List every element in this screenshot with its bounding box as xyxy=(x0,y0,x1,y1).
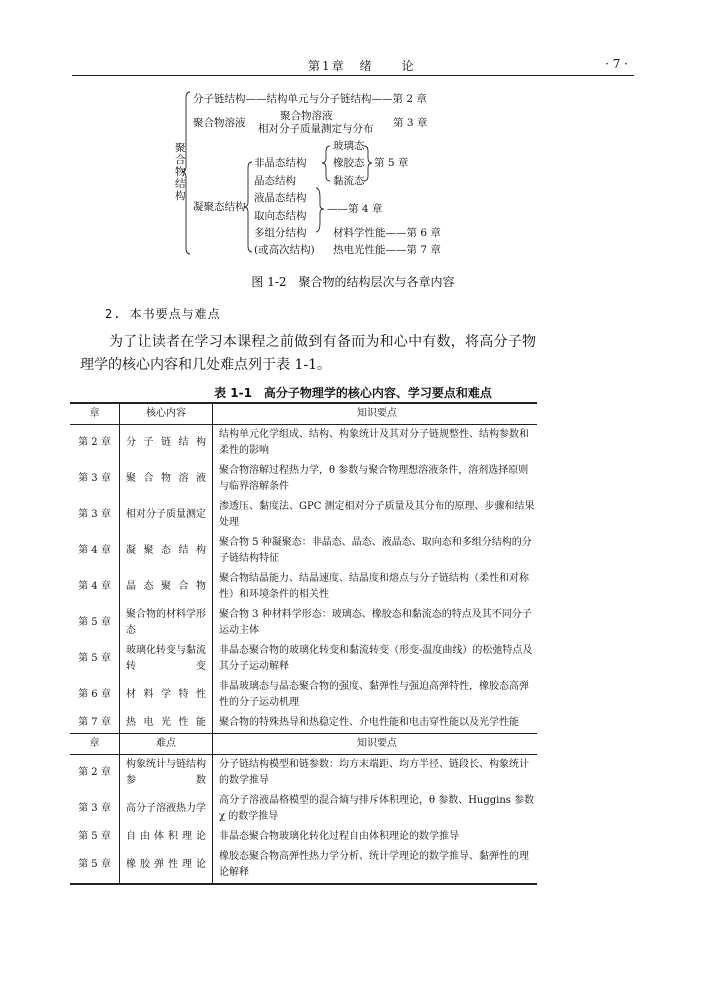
core-content-table xyxy=(70,402,537,885)
diagram-solution-sub1: 聚合物溶液 xyxy=(280,110,333,122)
cell-topic: 凝聚态结构 xyxy=(120,533,213,569)
cell-key-points: 分子链结构模型和链参数：均方末端距、均方半径、链段长、构象统计的数学推导 xyxy=(219,759,529,786)
page-number: · 7 · xyxy=(605,57,628,71)
body-paragraph: 为了让读者在学习本课程之前做到有备而为和心中有数，将高分子物理学的核心内容和几处难点列于表 1-1。 xyxy=(80,334,536,373)
cell-chapter: 第 3 章 xyxy=(70,461,120,497)
diagram-condensed-label: 凝聚态结构 xyxy=(193,201,246,213)
difficulty-table-row xyxy=(70,791,537,827)
diagram-state-glassy: 玻璃态 xyxy=(333,140,365,152)
chapter-title: 第1章 绪 论 xyxy=(308,59,416,73)
cell-chapter: 第 6 章 xyxy=(70,677,120,713)
cell-topic: 聚合物溶液 xyxy=(120,461,213,497)
cell-topic: 分子链结构 xyxy=(120,425,213,462)
structure-diagram xyxy=(0,0,706,290)
section-heading: 2. 本书要点与难点 xyxy=(105,307,221,321)
cell-key-points: 橡胶态聚合物高弹性热力学分析、统计学理论的数学推导、黏弹性的理论解释 xyxy=(213,847,538,884)
core-table-row xyxy=(70,497,537,533)
states-brace-right xyxy=(364,146,372,181)
cell-key-points: 非晶态聚合物玻璃化转化过程自由体积理论的数学推导 xyxy=(219,831,459,842)
diagram-chapter4: ——第 4 章 xyxy=(327,203,383,215)
cell-chapter: 第 2 章 xyxy=(70,755,120,792)
core-table-row xyxy=(70,677,537,713)
cell-key-points: 渗透压、黏度法、GPC 测定相对分子质量及其分布的原理、步骤和结果处理 xyxy=(219,501,535,528)
cell-topic: 晶态聚合物 xyxy=(120,569,213,605)
header-chapter: 章 xyxy=(70,403,120,425)
cell-topic: 热电光性能 xyxy=(120,713,213,734)
diagram-item-amorphous: 非晶态结构 xyxy=(254,157,307,169)
cell-chapter: 第 5 章 xyxy=(70,847,120,884)
cell-chapter: 第 3 章 xyxy=(70,497,120,533)
diagram-state-viscous: 黏流态 xyxy=(333,175,365,187)
header-key-points: 知识要点 xyxy=(357,408,397,419)
figure-caption: 图 1-2 聚合物的结构层次与各章内容 xyxy=(251,275,455,289)
cell-topic: 材料学特性 xyxy=(120,677,213,713)
cell-chapter: 第 7 章 xyxy=(70,713,120,734)
subheader-key-points: 知识要点 xyxy=(213,734,538,755)
difficulty-table-row xyxy=(70,847,537,884)
table-subheader-row xyxy=(70,734,537,755)
difficulty-table-row xyxy=(70,827,537,847)
subheader-difficulty: 难点 xyxy=(120,734,213,755)
diagram-state-rubbery: 橡胶态 xyxy=(333,157,365,169)
core-table-row xyxy=(70,533,537,569)
diagram-solution-chapter: 第 3 章 xyxy=(393,117,428,129)
cell-topic: 聚合物的材料学形态 xyxy=(120,605,213,641)
core-table-row xyxy=(70,569,537,605)
cell-topic: 橡胶弹性理论 xyxy=(120,847,213,884)
cell-chapter: 第 5 章 xyxy=(70,641,120,677)
cell-topic: 构象统计与链结构参数 xyxy=(120,755,213,792)
cell-chapter: 第 4 章 xyxy=(70,569,120,605)
diagram-item-liquid-crystal: 液晶态结构 xyxy=(254,192,307,204)
diagram-chapter7: 热电光性能——第 7 章 xyxy=(333,244,441,256)
core-table-row xyxy=(70,461,537,497)
table-caption: 表 1-1 高分子物理学的核心内容、学习要点和难点 xyxy=(214,386,492,400)
cell-key-points: 聚合物结晶能力、结晶速度、结晶度和熔点与分子链结构（柔性和对称性）和环境条件的相关性 xyxy=(219,573,529,600)
cell-key-points: 聚合物的特殊热导和热稳定性、介电性能和电击穿性能以及光学性能 xyxy=(219,717,519,728)
diagram-item-crystal: 晶态结构 xyxy=(254,175,296,187)
cell-topic: 高分子溶液热力学 xyxy=(120,791,213,827)
cell-chapter: 第 3 章 xyxy=(70,791,120,827)
cell-topic: 自由体积理论 xyxy=(120,827,213,847)
cell-chapter: 第 2 章 xyxy=(70,425,120,462)
core-table-row xyxy=(70,641,537,677)
core-table-row xyxy=(70,713,537,734)
diagram-chapter5: 第 5 章 xyxy=(374,157,409,169)
states-brace-left xyxy=(322,146,330,181)
diagram-solution-sub2: 相对分子质量测定与分布 xyxy=(258,123,374,135)
ch4-brace xyxy=(316,188,324,232)
cell-topic: 玻璃化转变与黏流转变 xyxy=(120,641,213,677)
diagram-item-higher-order: (或高次结构) xyxy=(254,244,315,256)
cell-key-points: 非晶玻璃态与晶态聚合物的强度、黏弹性与强迫高弹特性，橡胶态高弹性的分子运动机理 xyxy=(219,681,529,708)
cell-chapter: 第 4 章 xyxy=(70,533,120,569)
subheader-chapter: 章 xyxy=(70,734,120,755)
cell-key-points: 结构单元化学组成、结构、构象统计及其对分子链规整性、结构参数和柔性的影响 xyxy=(219,429,529,456)
cell-key-points: 非晶态聚合物的玻璃化转变和黏流转变（形变-温度曲线）的松弛特点及其分子运动解释 xyxy=(219,645,533,672)
diagram-item-oriented: 取向态结构 xyxy=(254,210,307,222)
diagram-root-label: 聚合物结构 xyxy=(175,142,186,202)
difficulty-table-row xyxy=(70,755,537,792)
cell-key-points: 聚合物 3 种材料学形态：玻璃态、橡胶态和黏流态的特点及其不同分子运动主体 xyxy=(219,609,532,636)
diagram-row-solution: 聚合物溶液 xyxy=(193,117,246,129)
diagram-item-multicomponent: 多组分结构 xyxy=(254,227,307,239)
cell-key-points: 聚合物 5 种凝聚态：非晶态、晶态、液晶态、取向态和多组分结构的分子链结构特征 xyxy=(219,537,532,564)
table-header-row xyxy=(70,403,537,425)
cell-key-points: 聚合物溶解过程热力学，θ 参数与聚合物理想溶液条件，溶剂选择原则与临界溶解条件 xyxy=(219,465,529,492)
core-table-row xyxy=(70,425,537,462)
cell-chapter: 第 5 章 xyxy=(70,605,120,641)
diagram-row-chain: 分子链结构——结构单元与分子链结构——第 2 章 xyxy=(193,93,427,105)
diagram-chapter6: 材料学性能——第 6 章 xyxy=(333,227,441,239)
header-core-content: 核心内容 xyxy=(120,403,213,425)
cell-topic: 相对分子质量测定 xyxy=(120,497,213,533)
cell-key-points: 高分子溶液晶格模型的混合熵与排斥体积理论，θ 参数、Huggins 参数 χ 的数学推导 xyxy=(219,795,535,822)
cell-chapter: 第 5 章 xyxy=(70,827,120,847)
core-table-row xyxy=(70,605,537,641)
